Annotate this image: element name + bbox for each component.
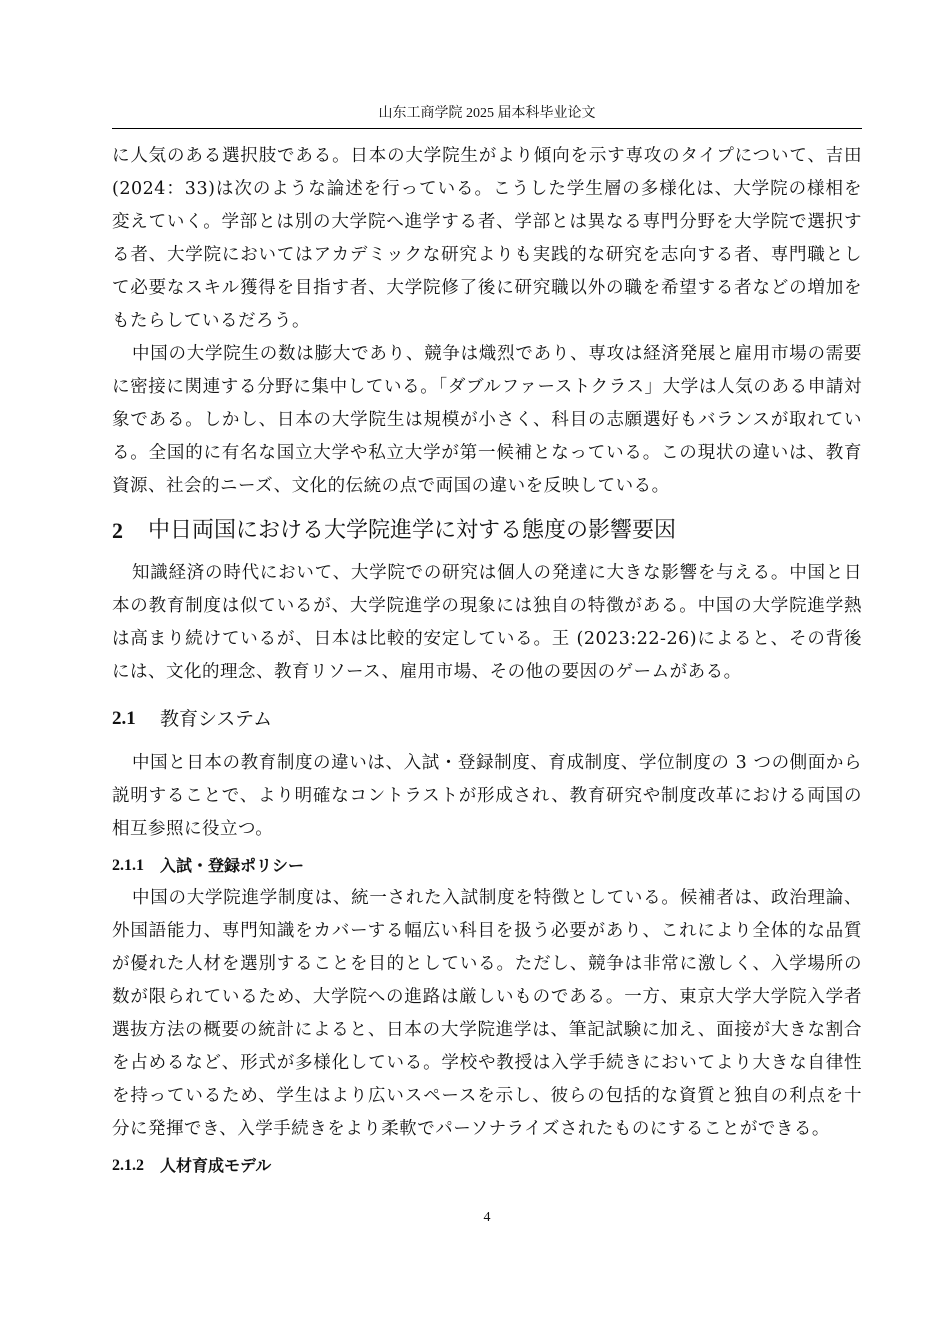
subsubsection-heading: [112, 850, 862, 882]
subsubsection-title: 人材育成モデル: [160, 1156, 272, 1175]
section-number: 2: [112, 518, 123, 543]
paragraph: 中国の大学院生の数は膨大であり、競争は熾烈であり、専攻は経済発展と雇用市場の需要に密接に関連する分野に集中している。「ダブルファーストクラス」大学は人気のある申請対象である。しかし、日本の大学院生は規模が小さく、科目の志願選好もバランスが取れている。全国的に有名な国立大学や私立大学が第一候補となっている。この現状の違いは、教育資源、社会的ニーズ、文化的伝統の点で両国の違いを反映している。: [112, 344, 862, 496]
section-heading: [112, 509, 862, 553]
paragraph: 知識経済の時代において、大学院での研究は個人の発達に大きな影響を与える。中国と日本の教育制度は似ているが、大学院進学の現象には独自の特徴がある。中国の大学院進学熱は高まり続けているが、日本は比較的安定している。王 (2023:22-26)によると、その背後には、文化的理念、教育リソース、雇用市場、その他の要因のゲームがある。: [112, 563, 862, 682]
running-header: 山东工商学院 2025 届本科毕业论文: [378, 106, 596, 121]
section-title: 中日両国における大学院進学に対する態度の影響要因: [148, 518, 677, 543]
header-rule: [112, 128, 862, 129]
paragraph: 中国の大学院進学制度は、統一された入試制度を特徴としている。候補者は、政治理論、外国語能力、専門知識をカバーする幅広い科目を扱う必要があり、これにより全体的な品質が優れた人材を選別することを目的としている。ただし、競争は非常に激しく、入学場所の数が限られているため、大学院への進路は厳しいものである。一方、東京大学大学院入学者選抜方法の概要の統計によると、日本の大学院進学は、筆記試験に加え、面接が大きな割合を占めるなど、形式が多様化している。学校や教授は入学手続きにおいてより大きな自律性を持っているため、学生はより広いスペースを示し、彼らの包括的な資質と独自の利点を十分に発揮でき、入学手続きをより柔軟でパーソナライズされたものにすることができる。: [112, 888, 862, 1139]
subsection-heading: [112, 699, 862, 739]
subsubsection-number: 2.1.2: [112, 1157, 144, 1174]
page-body: [112, 140, 862, 1182]
subsection-number: 2.1: [112, 708, 136, 729]
subsubsection-title: 入試・登録ポリシー: [160, 856, 305, 875]
subsection-title: 教育システム: [160, 708, 273, 730]
page-number: 4: [483, 1210, 491, 1225]
subsubsection-number: 2.1.1: [112, 857, 144, 874]
paragraph: 中国と日本の教育制度の違いは、入試・登録制度、育成制度、学位制度の 3 つの側面から説明することで、より明確なコントラストが形成され、教育研究や制度改革における両国の相互参照に役立つ。: [112, 753, 862, 839]
subsubsection-heading: [112, 1150, 862, 1182]
paragraph-continued: に人気のある選択肢である。日本の大学院生がより傾向を示す専攻のタイプについて、吉田(2024：33)は次のような論述を行っている。こうした学生層の多様化は、大学院の様相を変えていく。学部とは別の大学院へ進学する者、学部とは異なる専門分野を大学院で選択する者、大学院においてはアカデミックな研究よりも実践的な研究を志向する者、専門職として必要なスキル獲得を目指す者、大学院修了後に研究職以外の職を希望する者などの増加をもたらしているだろう。: [112, 146, 862, 331]
